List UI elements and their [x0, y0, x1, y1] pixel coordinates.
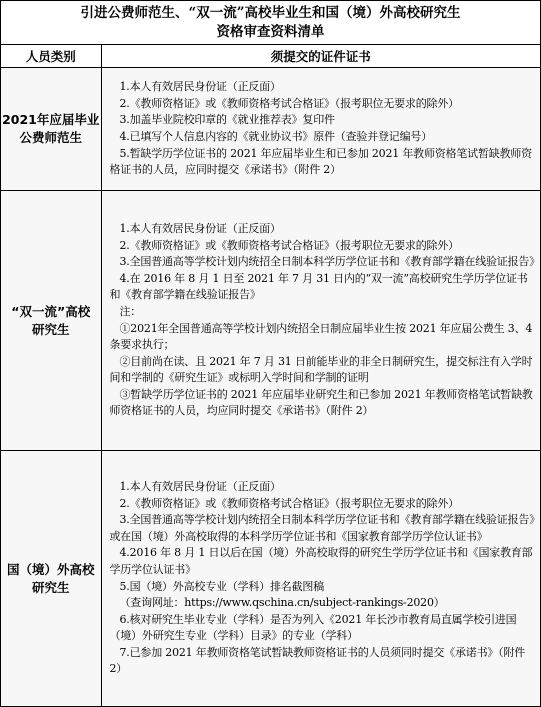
category-label-line2: 研究生	[31, 321, 70, 337]
list-item: 3.全国普通高等学校计划内统招全日制本科学历学位证书和《教育部学籍在线验证报告》或在国（境）外高校取得的本科学历学位证书和《国家教育部学历学位认证书》	[109, 513, 535, 543]
requirements-table	[1, 45, 540, 707]
list-item: ②目前尚在读、且 2021 年 7 月 31 日前能毕业的非全日制研究生，提交标注有入学时间和学制的《研究生证》或标明入学时间和学制的证明	[109, 354, 533, 385]
list-item: 1.本人有效居民身份证（正反面）	[119, 80, 281, 94]
list-item: 6.核对研究生毕业专业（学科）是否为列入《2021 年长沙市教育局直属学校引进国（境）外研究生专业（学科）目录》的专业（学科）	[109, 612, 517, 643]
list-item: ③暂缺学历学位证书的 2021 年应届毕业研究生和已参加 2021 年教师资格笔试暂缺教师资格证书的人员，均应同时提交《承诺书》（附件 2）	[109, 387, 533, 418]
category-cell	[1, 451, 101, 707]
list-item: 7.已参加 2021 年教师资格笔试暂缺教师资格证书的人员须同时提交《承诺书》（附件 2）	[109, 645, 526, 676]
table-row	[1, 451, 540, 707]
list-item: （查询网址：https://www.qschina.cn/subject-rankings-2020）	[119, 596, 445, 610]
header-documents: 须提交的证件证书	[101, 45, 540, 68]
list-item: 2.《教师资格证》或《教师资格考试合格证》（报考职位无要求的除外）	[119, 238, 459, 252]
list-item: 1.本人有效居民身份证（正反面）	[119, 479, 281, 493]
list-item: 注：	[119, 304, 142, 318]
documents-cell	[101, 68, 540, 191]
list-item: 4.已填写个人信息内容的《就业协议书》原件（查验并登记编号）	[119, 130, 432, 143]
title-line-2: 资格审查资料清单	[216, 24, 325, 40]
list-item: 4.2016 年 8 月 1 日以后在国（境）外高校取得的研究生学历学位证书和《国家教育部学历学位认证书》	[109, 546, 533, 576]
documents-cell	[101, 191, 540, 451]
list-item: 2.《教师资格证》或《教师资格考试合格证》（报考职位无要求的除外）	[119, 496, 459, 510]
list-item: 3.加盖毕业院校印章的《就业推荐表》复印件	[119, 113, 335, 127]
category-label-line2: 研究生	[31, 579, 70, 595]
list-item: 5.暂缺学历学位证书的 2021 年应届毕业生和已参加 2021 年教师资格笔试暂缺教师资格证书的人员，应同时提交《承诺书》（附件 2）	[109, 146, 532, 177]
category-label-line1: 国（境）外高校	[6, 561, 95, 577]
table-row	[1, 191, 540, 451]
category-cell	[1, 191, 101, 451]
category-cell	[1, 68, 101, 191]
table-row	[1, 68, 540, 191]
list-item: 5.国（境）外高校专业（学科）排名截图稿	[119, 579, 324, 593]
category-label-line2: 公费师范生	[19, 130, 82, 145]
list-item: 2.《教师资格证》或《教师资格考试合格证》（报考职位无要求的除外）	[119, 96, 459, 110]
list-item: 4.在 2016 年 8 月 1 日至 2021 年 7 月 31 日内的“双一流”高校研究生学历学位证书和《教育部学籍在线验证报告》	[109, 271, 528, 302]
list-item: 3.全国普通高等学校计划内统招全日制本科学历学位证书和《教育部学籍在线验证报告》	[119, 255, 540, 269]
title-line-1: 引进公费师范生、“双一流”高校毕业生和国（境）外高校研究生	[80, 5, 461, 21]
documents-cell	[101, 451, 540, 707]
header-category: 人员类别	[1, 45, 101, 68]
document-title	[1, 1, 540, 45]
category-label-line1: 2021年应届毕业	[2, 112, 100, 127]
table-header-row	[1, 45, 540, 68]
list-item: ①2021年全国普通高等学校计划内统招全日制应届毕业生按 2021 年应届公费生 3、4 条要求执行；	[109, 321, 533, 352]
list-item: 1.本人有效居民身份证（正反面）	[119, 221, 281, 235]
category-label-line1: “双一流”高校	[11, 303, 91, 319]
